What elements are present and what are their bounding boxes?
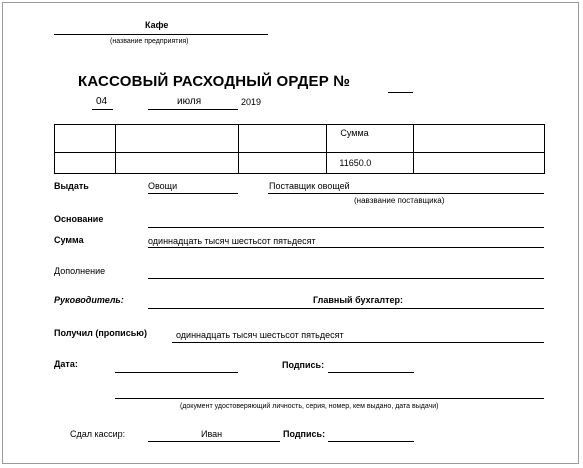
received-words[interactable]: одиннадцать тысяч шестьсот пятьдесят <box>176 330 344 340</box>
basis-label: Основание <box>54 214 104 224</box>
signature-label: Подпись: <box>282 360 325 370</box>
sum-header-cell <box>327 125 414 153</box>
issue-label: Выдать <box>54 181 89 191</box>
sum-underline <box>148 247 544 248</box>
sum-value-cell <box>327 153 414 174</box>
table-cell <box>55 153 116 174</box>
issue-value[interactable]: Овощи <box>148 181 178 191</box>
company-underline <box>54 34 268 35</box>
sum-header: Сумма <box>340 128 369 138</box>
received-underline <box>172 342 544 343</box>
received-label: Получил (прописью) <box>54 328 147 338</box>
amount-table <box>54 124 545 174</box>
document-title: КАССОВЫЙ РАСХОДНЫЙ ОРДЕР № <box>78 73 351 90</box>
supplier-value[interactable]: Поставщик овощей <box>269 181 350 191</box>
cashier-signature-label: Подпись: <box>283 429 326 439</box>
cashier-value[interactable]: Иван <box>201 429 223 439</box>
manager-label: Руководитель: <box>54 295 124 305</box>
order-number-line <box>388 92 413 93</box>
table-cell <box>55 125 116 153</box>
table-cell <box>115 153 238 174</box>
manager-underline[interactable] <box>148 308 544 309</box>
accountant-label: Главный бухгалтер: <box>313 295 404 305</box>
cashier-underline <box>148 441 280 442</box>
document-frame <box>2 2 579 464</box>
cashier-signature-underline[interactable] <box>328 441 414 442</box>
date-underline[interactable] <box>115 372 238 373</box>
sum-label: Сумма <box>54 235 84 245</box>
date-label: Дата: <box>54 359 78 369</box>
signature-underline[interactable] <box>328 372 414 373</box>
supplier-caption: (навзвание поставщика) <box>354 196 445 205</box>
company-name: Кафе <box>145 20 169 30</box>
table-cell <box>115 125 238 153</box>
supplier-underline <box>268 193 544 194</box>
date-month: июля <box>177 96 202 107</box>
table-cell <box>238 125 327 153</box>
table-cell <box>238 153 327 174</box>
company-caption: (название предприятия) <box>110 38 189 45</box>
date-month-underline <box>148 109 238 110</box>
addition-underline[interactable] <box>148 278 544 279</box>
document-caption: (документ удостоверяющий личность, серия, номер, кем выдано, дата выдачи) <box>180 403 439 410</box>
issue-underline <box>148 193 238 194</box>
table-cell <box>414 153 545 174</box>
date-day: 04 <box>96 96 108 107</box>
sum-words[interactable]: одиннадцать тысяч шестьсот пятьдесят <box>148 236 316 246</box>
basis-underline[interactable] <box>148 227 544 228</box>
date-day-underline <box>92 109 113 110</box>
addition-label: Дополнение <box>54 266 106 276</box>
sum-value: 11650.0 <box>339 158 372 168</box>
document-underline[interactable] <box>115 398 544 399</box>
date-year: 2019 <box>241 97 262 107</box>
cashier-label: Сдал кассир: <box>70 429 126 439</box>
table-cell <box>414 125 545 153</box>
